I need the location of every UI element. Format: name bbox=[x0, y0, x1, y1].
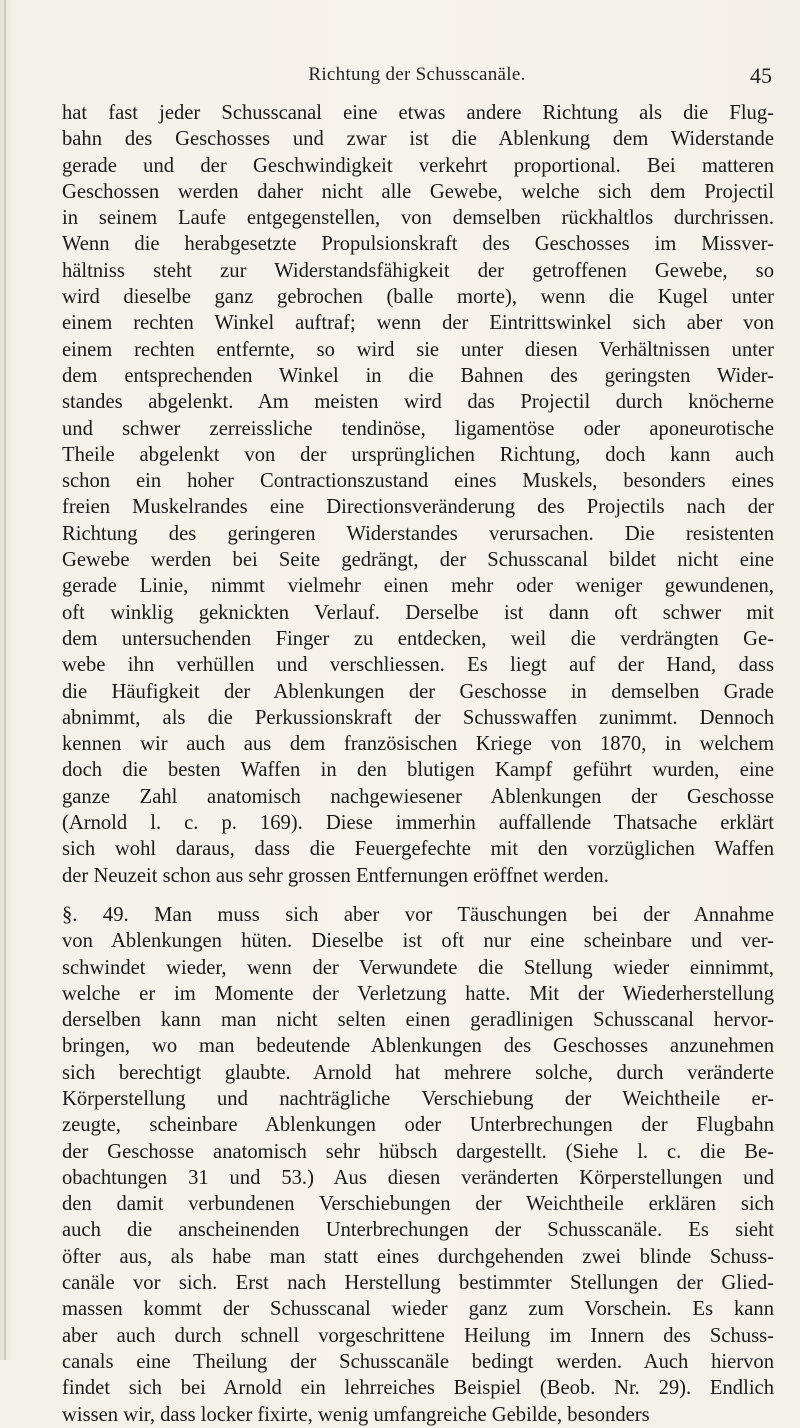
text-line: und schwer zerreissliche tendinöse, ligamentöse oder aponeurotische bbox=[62, 417, 774, 440]
text-line: §. 49. Man muss sich aber vor Täuschungen bei der Annahme bbox=[62, 903, 774, 926]
text-line: derselben kann man nicht selten einen geradlinigen Schusscanal hervor- bbox=[62, 1009, 774, 1032]
text-line: einem rechten Winkel auftraf; wenn der Eintrittswinkel sich aber von bbox=[62, 312, 774, 335]
text-line: den damit verbundenen Verschiebungen der Weichtheile erklären sich bbox=[62, 1193, 774, 1216]
text-line: dem entsprechenden Winkel in die Bahnen des geringsten Wider- bbox=[62, 364, 774, 387]
text-line: dem untersuchenden Finger zu entdecken, weil die verdrängten Ge- bbox=[62, 627, 774, 650]
text-line: (Arnold l. c. p. 169). Diese immerhin auffallende Thatsache erklärt bbox=[62, 812, 774, 835]
text-line: webe ihn verhüllen und verschliessen. Es liegt auf der Hand, dass bbox=[62, 654, 774, 677]
page-edge bbox=[4, 0, 6, 1360]
text-line: ganze Zahl anatomisch nachgewiesener Ablenkungen der Geschosse bbox=[62, 785, 774, 808]
text-line: Körperstellung und nachträgliche Verschiebung der Weichtheile er- bbox=[62, 1087, 774, 1110]
text-line: der Neuzeit schon aus sehr grossen Entfernungen eröffnet werden. bbox=[62, 864, 609, 887]
text-line: der Geschosse anatomisch sehr hübsch dargestellt. (Siehe l. c. die Be- bbox=[62, 1140, 774, 1163]
text-line: schon ein hoher Contractionszustand eines Muskels, besonders eines bbox=[62, 470, 774, 493]
text-line: Theile abgelenkt von der ursprünglichen Richtung, doch kann auch bbox=[62, 443, 774, 466]
paragraph bbox=[62, 100, 774, 889]
running-header bbox=[62, 64, 772, 94]
text-line: hat fast jeder Schusscanal eine etwas andere Richtung als die Flug- bbox=[62, 102, 774, 124]
text-line: doch die besten Waffen in den blutigen Kampf geführt wurden, eine bbox=[62, 759, 774, 782]
paragraph-gap bbox=[62, 889, 774, 902]
text-line: welche er im Momente der Verletzung hatte. Mit der Wiederherstellung bbox=[62, 982, 774, 1005]
text-line: gerade Linie, nimmt vielmehr einen mehr oder weniger gewundenen, bbox=[62, 575, 774, 598]
text-line: kennen wir auch aus dem französischen Kriege von 1870, in welchem bbox=[62, 733, 774, 756]
text-line: öfter aus, als habe man statt eines durchgehenden zwei blinde Schuss- bbox=[62, 1245, 774, 1268]
text-line: standes abgelenkt. Am meisten wird das Projectil durch knöcherne bbox=[62, 391, 774, 414]
text-line: abnimmt, als die Perkussionskraft der Schusswaffen zunimmt. Dennoch bbox=[62, 706, 774, 729]
text-line: zeugte, scheinbare Ablenkungen oder Unterbrechungen der Flugbahn bbox=[62, 1114, 774, 1137]
text-line: oft winklig geknickten Verlauf. Derselbe ist dann oft schwer mit bbox=[62, 601, 774, 624]
text-line: wird dieselbe ganz gebrochen (balle morte), wenn die Kugel unter bbox=[62, 286, 774, 309]
text-line: auch die anscheinenden Unterbrechungen der Schusscanäle. Es sieht bbox=[62, 1219, 774, 1242]
text-line: wissen wir, dass locker fixirte, wenig umfangreiche Gebilde, besonders bbox=[62, 1403, 650, 1426]
text-line: hältniss steht zur Widerstandsfähigkeit der getroffenen Gewebe, so bbox=[62, 259, 774, 282]
text-line: bahn des Geschosses und zwar ist die Ablenkung dem Widerstande bbox=[62, 128, 774, 151]
paragraph bbox=[62, 902, 774, 1428]
body-text bbox=[62, 100, 774, 1428]
text-line: bringen, wo man bedeutende Ablenkungen des Geschosses anzunehmen bbox=[62, 1035, 774, 1058]
text-line: freien Muskelrandes eine Directionsveränderung des Projectils nach der bbox=[62, 496, 774, 519]
text-line: massen kommt der Schusscanal wieder ganz zum Vorschein. Es kann bbox=[62, 1298, 774, 1321]
text-line: einem rechten entfernte, so wird sie unter diesen Verhältnissen unter bbox=[62, 338, 774, 361]
page-number: 45 bbox=[750, 63, 772, 88]
text-line: canals eine Theilung der Schusscanäle bedingt werden. Auch hiervon bbox=[62, 1350, 774, 1373]
text-line: findet sich bei Arnold ein lehrreiches Beispiel (Beob. Nr. 29). Endlich bbox=[62, 1377, 774, 1400]
text-line: Geschossen werden daher nicht alle Gewebe, welche sich dem Projectil bbox=[62, 180, 774, 203]
text-line: die Häufigkeit der Ablenkungen der Geschosse in demselben Grade bbox=[62, 680, 774, 703]
text-line: canäle vor sich. Erst nach Herstellung bestimmter Stellungen der Glied- bbox=[62, 1272, 774, 1295]
running-title: Richtung der Schusscanäle. bbox=[308, 64, 526, 85]
text-line: Wenn die herabgesetzte Propulsionskraft des Geschosses im Missver- bbox=[62, 233, 774, 256]
text-line: schwindet wieder, wenn der Verwundete die Stellung wieder einnimmt, bbox=[62, 956, 774, 979]
text-line: in seinem Laufe entgegenstellen, von demselben rückhaltlos durchrissen. bbox=[62, 207, 774, 230]
text-line: Gewebe werden bei Seite gedrängt, der Schusscanal bildet nicht eine bbox=[62, 549, 774, 572]
text-line: sich wohl daraus, dass die Feuergefechte mit den vorzüglichen Waffen bbox=[62, 838, 774, 861]
text-line: gerade und der Geschwindigkeit verkehrt proportional. Bei matteren bbox=[62, 154, 774, 177]
text-line: von Ablenkungen hüten. Dieselbe ist oft nur eine scheinbare und ver- bbox=[62, 930, 774, 953]
text-line: sich berechtigt glaubte. Arnold hat mehrere solche, durch veränderte bbox=[62, 1061, 774, 1084]
text-line: obachtungen 31 und 53.) Aus diesen veränderten Körperstellungen und bbox=[62, 1166, 774, 1189]
text-line: aber auch durch schnell vorgeschrittene Heilung im Innern des Schuss- bbox=[62, 1324, 774, 1347]
text-line: Richtung des geringeren Widerstandes verursachen. Die resistenten bbox=[62, 522, 774, 545]
